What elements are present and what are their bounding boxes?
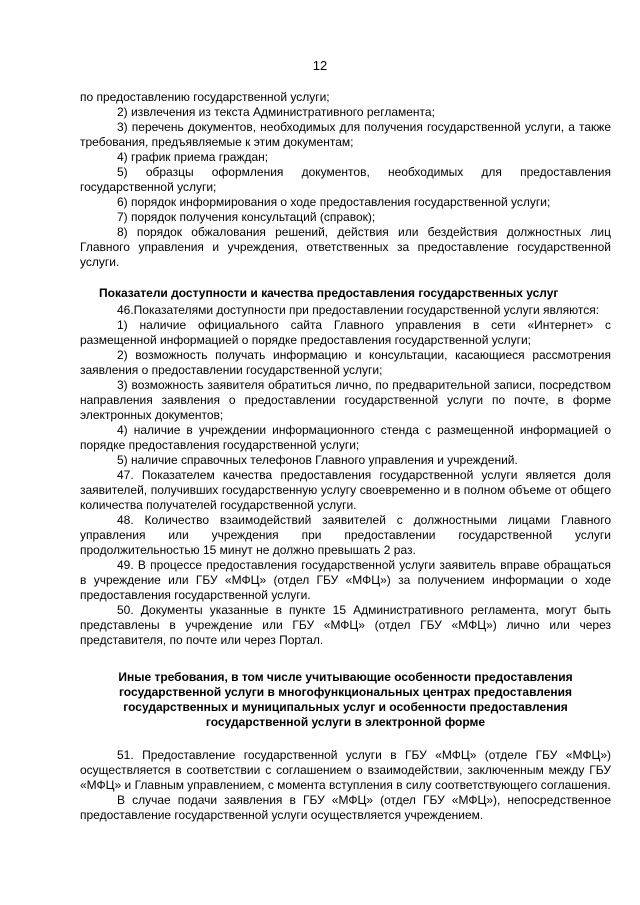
list-item: 7) порядок получения консультаций (справок);: [117, 210, 376, 224]
paragraph: 46.Показателями доступности при предоставлении государственной услуги являются:: [117, 303, 600, 317]
list-item: 2) возможность получать информацию и консультации, касающиеся рассмотрения заявления о предоставлении государственной услуги;: [80, 348, 611, 377]
paragraph: по предоставлению государственной услуги;: [80, 90, 330, 104]
list-item: 4) график приема граждан;: [117, 150, 269, 164]
list-item: 5) наличие справочных телефонов Главного управления и учреждений.: [117, 453, 518, 467]
list-item: 8) порядок обжалования решений, действия или бездействия должностных лиц Главного управления и учреждения, ответственных за предоставление государственной услуги.: [80, 225, 611, 269]
paragraph: 48. Количество взаимодействий заявителей с должностными лицами Главного управления или учреждения при предоставлении государственной услуги продолжительностью 15 минут не должно превышать 2 раз.: [80, 513, 611, 557]
list-item: 3) перечень документов, необходимых для получения государственной услуги, а также требования, предъявляемые к этим документам;: [80, 120, 611, 149]
section-heading-accessibility: Показатели доступности и качества предоставления государственных услуг: [99, 286, 559, 300]
list-item: 1) наличие официального сайта Главного управления в сети «Интернет» с размещенной информацией о порядке предоставления государственной услуги;: [80, 318, 611, 347]
list-item: 4) наличие в учреждении информационного стенда с размещенной информацией о порядке предоставления государственной услуги;: [80, 423, 611, 452]
section-heading-other-requirements: Иные требования, в том числе учитывающие особенности предоставления государственной услуги в многофункциональных центрах предоставления государственных и муниципальных услуг и особенности предоставления государственной услуги в электронной форме: [118, 670, 573, 729]
list-item: 2) извлечения из текста Административного регламента;: [117, 105, 435, 119]
paragraph: 51. Предоставление государственной услуги в ГБУ «МФЦ» (отделе ГБУ «МФЦ») осуществляется в соответствии с соглашением о взаимодействии, заключенным между ГБУ «МФЦ» и Главным управлением, с момента вступления в силу соответствующего соглашения.: [80, 748, 611, 792]
paragraph: 50. Документы указанные в пункте 15 Административного регламента, могут быть представлены в учреждение или ГБУ «МФЦ» (отдел ГБУ «МФЦ») лично или через представителя, по почте или через Портал.: [80, 603, 611, 647]
paragraph: В случае подачи заявления в ГБУ «МФЦ» (отдел ГБУ «МФЦ»), непосредственное предоставление государственной услуги осуществляется учреждением.: [80, 793, 611, 822]
page-number: 12: [312, 58, 328, 73]
list-item: 5) образцы оформления документов, необходимых для предоставления государственной услуги;: [80, 165, 611, 194]
list-item: 3) возможность заявителя обратиться лично, по предварительной записи, посредством направления заявления о предоставлении государственной услуги по почте, в форме электронных документов;: [80, 378, 611, 422]
list-item: 6) порядок информирования о ходе предоставления государственной услуги;: [117, 195, 551, 209]
page-content: [80, 90, 611, 823]
paragraph: 49. В процессе предоставления государственной услуги заявитель вправе обращаться в учреждение или ГБУ «МФЦ» (отдел ГБУ «МФЦ») за получением информации о ходе предоставления государственной услуги.: [80, 558, 611, 602]
paragraph: 47. Показателем качества предоставления государственной услуги является доля заявителей, получивших государственную услугу своевременно и в полном объеме от общего количества получателей государственной услуги.: [80, 468, 611, 512]
